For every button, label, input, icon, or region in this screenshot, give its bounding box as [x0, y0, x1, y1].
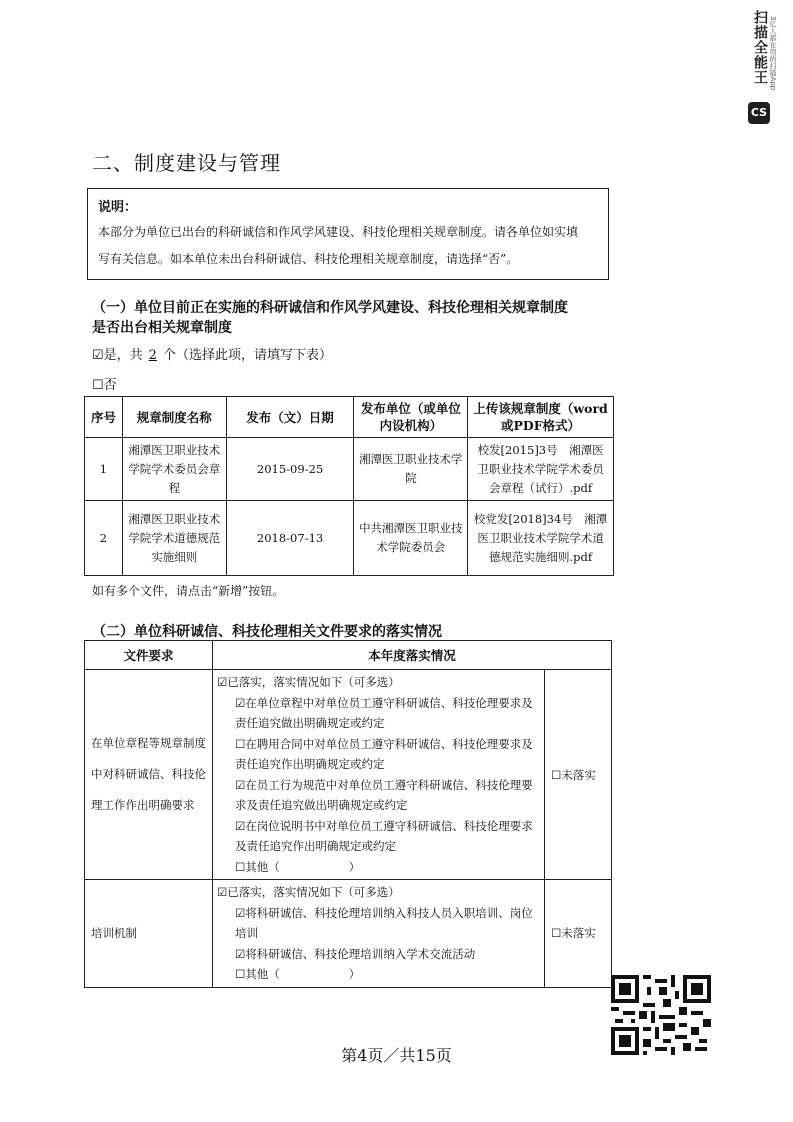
question-1-title-line-2: 是否出台相关规章制度	[92, 320, 232, 336]
header-unit: 发布单位（或单位内设机构）	[354, 397, 468, 438]
cell-file-link[interactable]: 校党发[2018]34号 湘潭医卫职业技术学院学术道德规范实施细则.pdf	[468, 501, 614, 576]
not-implemented-checkbox[interactable]: ☐未落实	[545, 880, 612, 988]
table-row	[85, 438, 614, 501]
cell-date[interactable]: 2018-07-13	[226, 501, 354, 576]
cell-no: 2	[85, 501, 123, 576]
measure-checkbox[interactable]: ☐在聘用合同中对单位员工遵守科研诚信、科技伦理要求及责任追究作出明确规定或约定	[235, 736, 533, 771]
instruction-label: 说明：	[98, 200, 138, 215]
option-no[interactable]: ☐否	[92, 378, 117, 393]
table-header-row	[85, 641, 612, 670]
measure-checkbox[interactable]: ☑在岗位说明书中对单位员工遵守科研诚信、科技伦理要求及责任追究作出明确规定或约定	[235, 818, 533, 853]
option-yes-suffix: 个（选择此项，请填写下表）	[162, 348, 332, 363]
regulation-count[interactable]: 2	[148, 348, 157, 363]
table-row	[85, 670, 612, 880]
implementation-cell	[213, 670, 545, 880]
implementation-cell	[213, 880, 545, 988]
header-no: 序号	[85, 397, 123, 438]
cell-file-link[interactable]: 校发[2015]3号 湘潭医卫职业技术学院学术委员会章程（试行）.pdf	[468, 438, 614, 501]
multiple-files-note: 如有多个文件，请点击“新增”按钮。	[92, 584, 285, 598]
section-title: 二、制度建设与管理	[92, 151, 281, 175]
measure-checkbox[interactable]: ☑在员工行为规范中对单位员工遵守科研诚信、科技伦理要求及责任追究做出明确规定或约定	[235, 777, 533, 812]
question-2-heading: （二）单位科研诚信、科技伦理相关文件要求的落实情况	[92, 624, 442, 640]
table-row	[85, 880, 612, 988]
header-date: 发布（文）日期	[226, 397, 354, 438]
question-1-title-line-1: （一）单位目前正在实施的科研诚信和作风学风建设、科技伦理相关规章制度	[92, 300, 568, 316]
cell-date[interactable]: 2015-09-25	[226, 438, 354, 501]
measure-checkbox[interactable]: ☑将科研诚信、科技伦理培训纳入科技人员入职培训、岗位培训	[235, 905, 533, 940]
header-file: 上传该规章制度（word或PDF格式）	[468, 397, 614, 438]
header-requirement: 文件要求	[85, 641, 213, 670]
header-implementation: 本年度落实情况	[213, 641, 612, 670]
instruction-line-1: 本部分为单位已出台的科研诚信和作风学风建设、科技伦理相关规章制度。请各单位如实填	[98, 225, 579, 239]
question-1-heading	[92, 298, 612, 338]
cell-name[interactable]: 湘潭医卫职业技术学院学术道德规范实施细则	[122, 501, 226, 576]
other-checkbox[interactable]: ☐其他（ ）	[235, 859, 361, 874]
watermark-title: 扫描全能王	[752, 10, 768, 85]
requirement-cell: 培训机制	[85, 880, 213, 988]
regulations-table	[84, 396, 614, 576]
table-row	[85, 501, 614, 576]
table-header-row	[85, 397, 614, 438]
page-number: 第4页／共15页	[341, 1046, 452, 1065]
option-yes[interactable]	[92, 344, 332, 363]
implemented-checkbox[interactable]: ☑已落实，落实情况如下（可多选）	[217, 885, 400, 899]
implementation-table	[84, 640, 612, 988]
watermark-subtitle: 3亿人都在用的扫描App	[769, 16, 777, 91]
not-implemented-checkbox[interactable]: ☐未落实	[545, 670, 612, 880]
cell-unit[interactable]: 湘潭医卫职业技术学院	[354, 438, 468, 501]
measure-checkbox[interactable]: ☑在单位章程中对单位员工遵守科研诚信、科技伦理要求及责任追究做出明确规定或约定	[235, 695, 533, 730]
cell-name[interactable]: 湘潭医卫职业技术学院学术委员会章程	[122, 438, 226, 501]
header-name: 规章制度名称	[122, 397, 226, 438]
cell-no: 1	[85, 438, 123, 501]
requirement-cell: 在单位章程等规章制度中对科研诚信、科技伦理工作作出明确要求	[85, 670, 213, 880]
instruction-box	[87, 188, 609, 280]
watermark-logo: CS	[748, 102, 770, 124]
cell-unit[interactable]: 中共湘潭医卫职业技术学院委员会	[354, 501, 468, 576]
option-yes-prefix: ☑是，共	[92, 348, 143, 363]
implemented-checkbox[interactable]: ☑已落实，落实情况如下（可多选）	[217, 675, 400, 689]
instruction-line-2: 写有关信息。如本单位未出台科研诚信、科技伦理相关规章制度，请选择“否”。	[98, 252, 519, 266]
other-checkbox[interactable]: ☐其他（ ）	[235, 967, 361, 981]
measure-checkbox[interactable]: ☑将科研诚信、科技伦理培训纳入学术交流活动	[235, 946, 476, 961]
scanner-watermark	[748, 10, 778, 125]
